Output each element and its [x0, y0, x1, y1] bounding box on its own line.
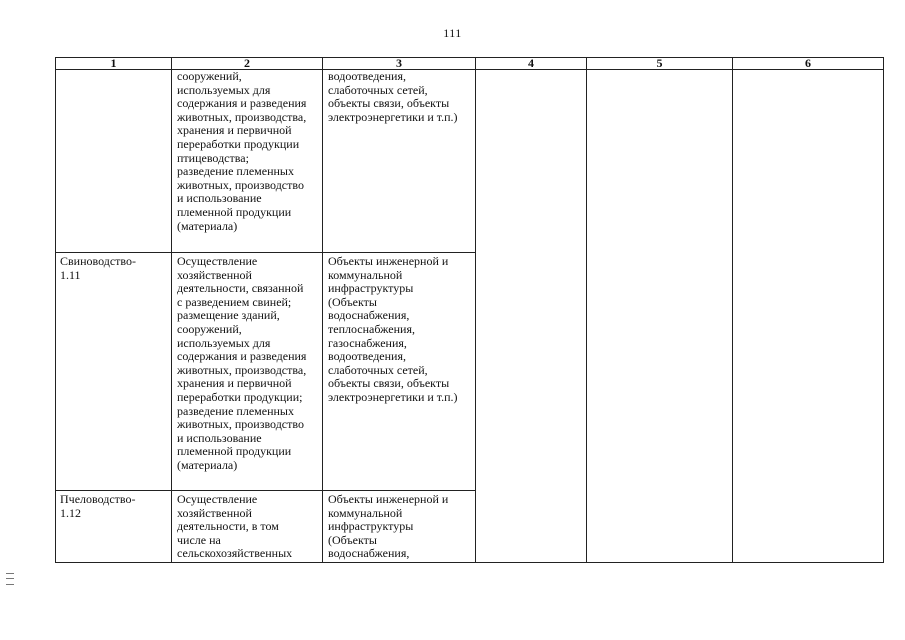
page-number: 111 — [443, 26, 462, 40]
header-col-1: 1 — [56, 58, 172, 70]
row-0-col-1 — [56, 70, 172, 253]
cell-text: Свиноводство- 1.11 — [60, 254, 137, 282]
cell-text: водоотведения, слаботочных сетей, объекты связи, объекты электроэнергетики и т.п.) — [328, 69, 458, 124]
cell-text: Осуществление хозяйственной деятельности, в том числе на сельскохозяйственных — [177, 492, 293, 561]
margin-scan-mark — [6, 573, 14, 585]
cell-text: Осуществление хозяйственной деятельности, связанной с разведением свиней; размещение зданий, сооружений, используемых для содержания и разведения животных, производства, хранения и первичной переработки продукции; разведение племенных животных, производство и использование племенной продукции (материала) — [177, 254, 307, 472]
cell-text: Пчеловодство- 1.12 — [60, 492, 136, 520]
header-col-5: 5 — [587, 58, 733, 70]
row-1-col-2 — [172, 253, 323, 491]
header-col-3: 3 — [323, 58, 476, 70]
header-col-4: 4 — [476, 58, 587, 70]
header-col-6: 6 — [733, 58, 884, 70]
table-header-row — [56, 58, 884, 70]
table-row — [56, 70, 884, 253]
header-col-2: 2 — [172, 58, 323, 70]
row-2-col-3 — [323, 491, 476, 563]
cell-text: сооружений, используемых для содержания и разведения животных, производства, хранения и первичной переработки продукции птицеводства; разведение племенных животных, производство и использование племенной продукции (материала) — [177, 69, 307, 233]
row-0-col-2 — [172, 70, 323, 253]
row-2-col-2 — [172, 491, 323, 563]
cell-text: Объекты инженерной и коммунальной инфраструктуры (Объекты водоснабжения, — [328, 492, 449, 561]
cell-text: Объекты инженерной и коммунальной инфраструктуры (Объекты водоснабжения, теплоснабжения, газоснабжения, водоотведения, слаботочных сетей, объекты связи, объекты электроэнергетики и т.п.) — [328, 254, 458, 404]
land-use-table — [55, 57, 884, 563]
col-6-body — [733, 70, 884, 563]
row-1-col-3 — [323, 253, 476, 491]
col-5-body — [587, 70, 733, 563]
col-4-body — [476, 70, 587, 563]
row-0-col-3 — [323, 70, 476, 253]
row-2-col-1 — [56, 491, 172, 563]
row-1-col-1 — [56, 253, 172, 491]
